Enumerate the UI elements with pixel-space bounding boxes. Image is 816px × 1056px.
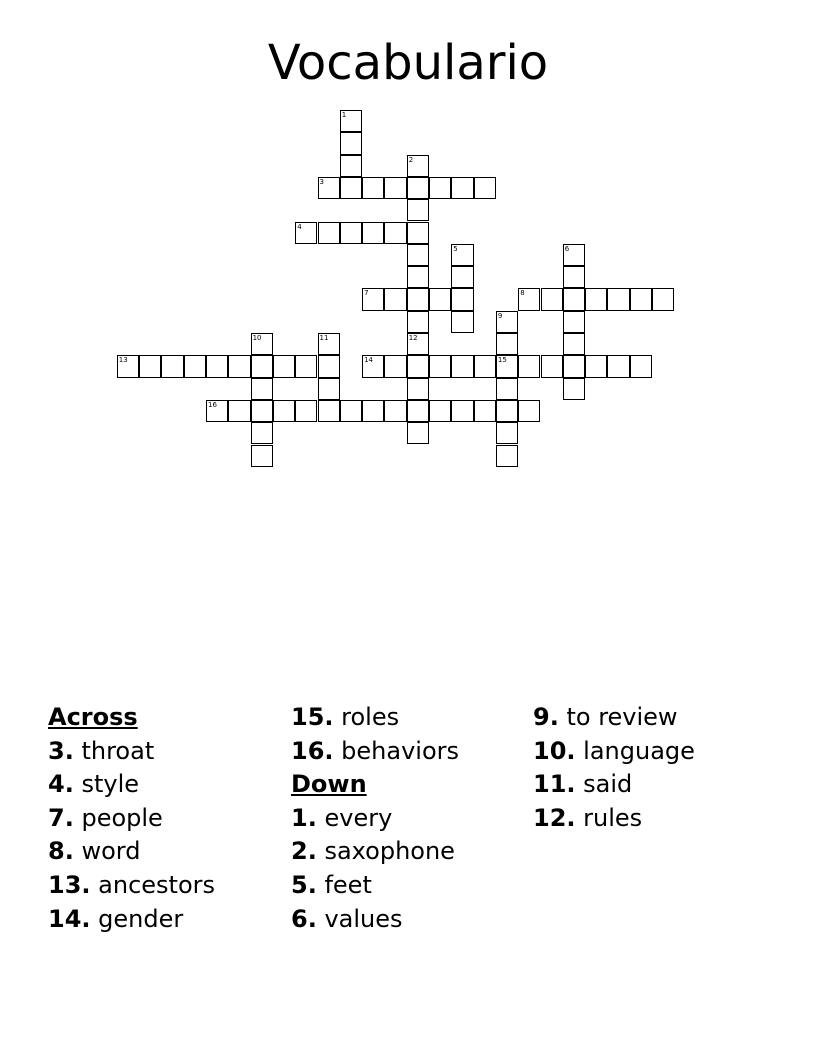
crossword-cell[interactable]: [429, 400, 451, 422]
crossword-cell[interactable]: [318, 378, 340, 400]
crossword-cell[interactable]: [429, 177, 451, 199]
crossword-cell[interactable]: [251, 355, 273, 377]
crossword-cell[interactable]: [340, 155, 362, 177]
clue-number: 7: [364, 289, 369, 298]
crossword-cell[interactable]: [251, 445, 273, 467]
across-clue-3: 3. throat: [48, 736, 155, 765]
across-clue-8: 8. word: [48, 837, 141, 866]
crossword-cell[interactable]: [384, 222, 406, 244]
crossword-cell[interactable]: [228, 400, 250, 422]
crossword-cell[interactable]: [607, 288, 629, 310]
crossword-cell[interactable]: [340, 222, 362, 244]
crossword-cell[interactable]: [318, 400, 340, 422]
crossword-cell[interactable]: [384, 355, 406, 377]
crossword-cell[interactable]: [273, 355, 295, 377]
crossword-cell[interactable]: [607, 355, 629, 377]
crossword-cell[interactable]: [407, 422, 429, 444]
crossword-cell[interactable]: [117, 355, 139, 377]
down-heading: Down: [291, 770, 367, 799]
crossword-cell[interactable]: [251, 378, 273, 400]
crossword-cell[interactable]: [318, 177, 340, 199]
crossword-cell[interactable]: [429, 288, 451, 310]
crossword-cell[interactable]: [541, 288, 563, 310]
crossword-cell[interactable]: [563, 244, 585, 266]
crossword-cell[interactable]: [362, 177, 384, 199]
crossword-cell[interactable]: [407, 333, 429, 355]
crossword-cell[interactable]: [518, 400, 540, 422]
across-clue-7: 7. people: [48, 803, 163, 832]
clue-number: 8: [520, 289, 525, 298]
clue-number: 10: [252, 334, 262, 342]
clues-column-1: [48, 701, 215, 936]
crossword-cell[interactable]: [362, 288, 384, 310]
crossword-cell[interactable]: [630, 288, 652, 310]
crossword-cell[interactable]: [407, 288, 429, 310]
crossword-cell[interactable]: [273, 400, 295, 422]
crossword-cell[interactable]: [563, 378, 585, 400]
clue-number: 15: [497, 356, 507, 365]
crossword-cell[interactable]: [340, 132, 362, 154]
crossword-cell[interactable]: [340, 110, 362, 132]
crossword-cell[interactable]: [451, 288, 473, 310]
down-clue-6: 6. values: [291, 904, 403, 933]
crossword-cell[interactable]: [318, 355, 340, 377]
crossword-cell[interactable]: [161, 355, 183, 377]
crossword-cell[interactable]: [652, 288, 674, 310]
crossword-cell[interactable]: [139, 355, 161, 377]
down-clue-12: 12. rules: [533, 803, 643, 832]
crossword-cell[interactable]: [295, 222, 317, 244]
crossword-cell[interactable]: [429, 355, 451, 377]
crossword-cell[interactable]: [407, 199, 429, 221]
clue-number: 1: [341, 111, 347, 119]
clue-number: 4: [297, 222, 302, 231]
clues-column-2: [291, 701, 459, 936]
crossword-cell[interactable]: [563, 333, 585, 355]
crossword-cell[interactable]: [407, 155, 429, 177]
down-clue-5: 5. feet: [291, 870, 372, 899]
across-heading: Across: [48, 703, 138, 731]
crossword-cell[interactable]: [407, 355, 429, 377]
crossword-cell[interactable]: [563, 266, 585, 288]
crossword-cell[interactable]: [496, 422, 518, 444]
crossword-cell[interactable]: [362, 222, 384, 244]
crossword-cell[interactable]: [184, 355, 206, 377]
clues-column-3: [533, 701, 695, 835]
crossword-grid: [0, 0, 816, 500]
crossword-cell[interactable]: [474, 177, 496, 199]
across-clue-16: 16. behaviors: [291, 736, 459, 765]
crossword-cell[interactable]: [451, 177, 473, 199]
crossword-cell[interactable]: [407, 378, 429, 400]
down-clue-1: 1. every: [291, 803, 393, 832]
clue-number: 11: [319, 334, 329, 342]
crossword-cell[interactable]: [295, 355, 317, 377]
clue-number: 12: [408, 334, 418, 342]
crossword-cell[interactable]: [474, 400, 496, 422]
crossword-cell[interactable]: [585, 288, 607, 310]
crossword-cell[interactable]: [451, 266, 473, 288]
crossword-cell[interactable]: [585, 355, 607, 377]
crossword-cell[interactable]: [228, 355, 250, 377]
crossword-cell[interactable]: [407, 177, 429, 199]
clue-number: 5: [453, 244, 458, 253]
crossword-cell[interactable]: [451, 400, 473, 422]
clue-number: 3: [319, 177, 324, 186]
crossword-cell[interactable]: [496, 355, 518, 377]
crossword-cell[interactable]: [496, 445, 518, 467]
crossword-cell[interactable]: [340, 177, 362, 199]
across-clue-4: 4. style: [48, 770, 140, 799]
crossword-cell[interactable]: [407, 266, 429, 288]
crossword-cell[interactable]: [384, 177, 406, 199]
clue-number: 14: [364, 356, 374, 365]
crossword-cell[interactable]: [496, 311, 518, 333]
crossword-cell[interactable]: [541, 355, 563, 377]
crossword-cell[interactable]: [407, 244, 429, 266]
crossword-cell[interactable]: [407, 311, 429, 333]
crossword-cell[interactable]: [563, 288, 585, 310]
crossword-cell[interactable]: [362, 355, 384, 377]
crossword-cell[interactable]: [474, 355, 496, 377]
crossword-cell[interactable]: [318, 222, 340, 244]
crossword-cell[interactable]: [318, 333, 340, 355]
crossword-cell[interactable]: [206, 355, 228, 377]
clue-number: 2: [408, 155, 414, 164]
crossword-cell[interactable]: [518, 355, 540, 377]
clue-number: 9: [497, 311, 503, 320]
crossword-cell[interactable]: [295, 400, 317, 422]
page-title: Vocabulario: [267, 35, 549, 91]
down-clue-10: 10. language: [533, 736, 695, 765]
crossword-cell[interactable]: [251, 333, 273, 355]
clue-number: 6: [564, 244, 570, 253]
crossword-cell[interactable]: [451, 355, 473, 377]
crossword-cell[interactable]: [340, 400, 362, 422]
crossword-cell[interactable]: [496, 378, 518, 400]
crossword-cell[interactable]: [251, 422, 273, 444]
clue-number: 16: [208, 400, 217, 409]
crossword-cell[interactable]: [563, 311, 585, 333]
across-clue-13: 13. ancestors: [48, 870, 216, 899]
down-clue-9: 9. to review: [533, 703, 678, 731]
crossword-cell[interactable]: [384, 400, 406, 422]
crossword-cell[interactable]: [451, 311, 473, 333]
crossword-cell[interactable]: [206, 400, 228, 422]
crossword-cell[interactable]: [451, 244, 473, 266]
clue-number: 13: [118, 356, 128, 365]
crossword-cell[interactable]: [362, 400, 384, 422]
across-clue-15: 15. roles: [291, 703, 400, 731]
crossword-cell[interactable]: [496, 400, 518, 422]
crossword-cell[interactable]: [630, 355, 652, 377]
crossword-cell[interactable]: [407, 222, 429, 244]
down-clue-11: 11. said: [533, 770, 633, 799]
crossword-cell[interactable]: [563, 355, 585, 377]
crossword-cell[interactable]: [384, 288, 406, 310]
crossword-cell[interactable]: [407, 400, 429, 422]
crossword-cell[interactable]: [518, 288, 540, 310]
crossword-cell[interactable]: [251, 400, 273, 422]
across-clue-14: 14. gender: [48, 904, 184, 933]
crossword-cell[interactable]: [496, 333, 518, 355]
down-clue-2: 2. saxophone: [291, 837, 455, 866]
